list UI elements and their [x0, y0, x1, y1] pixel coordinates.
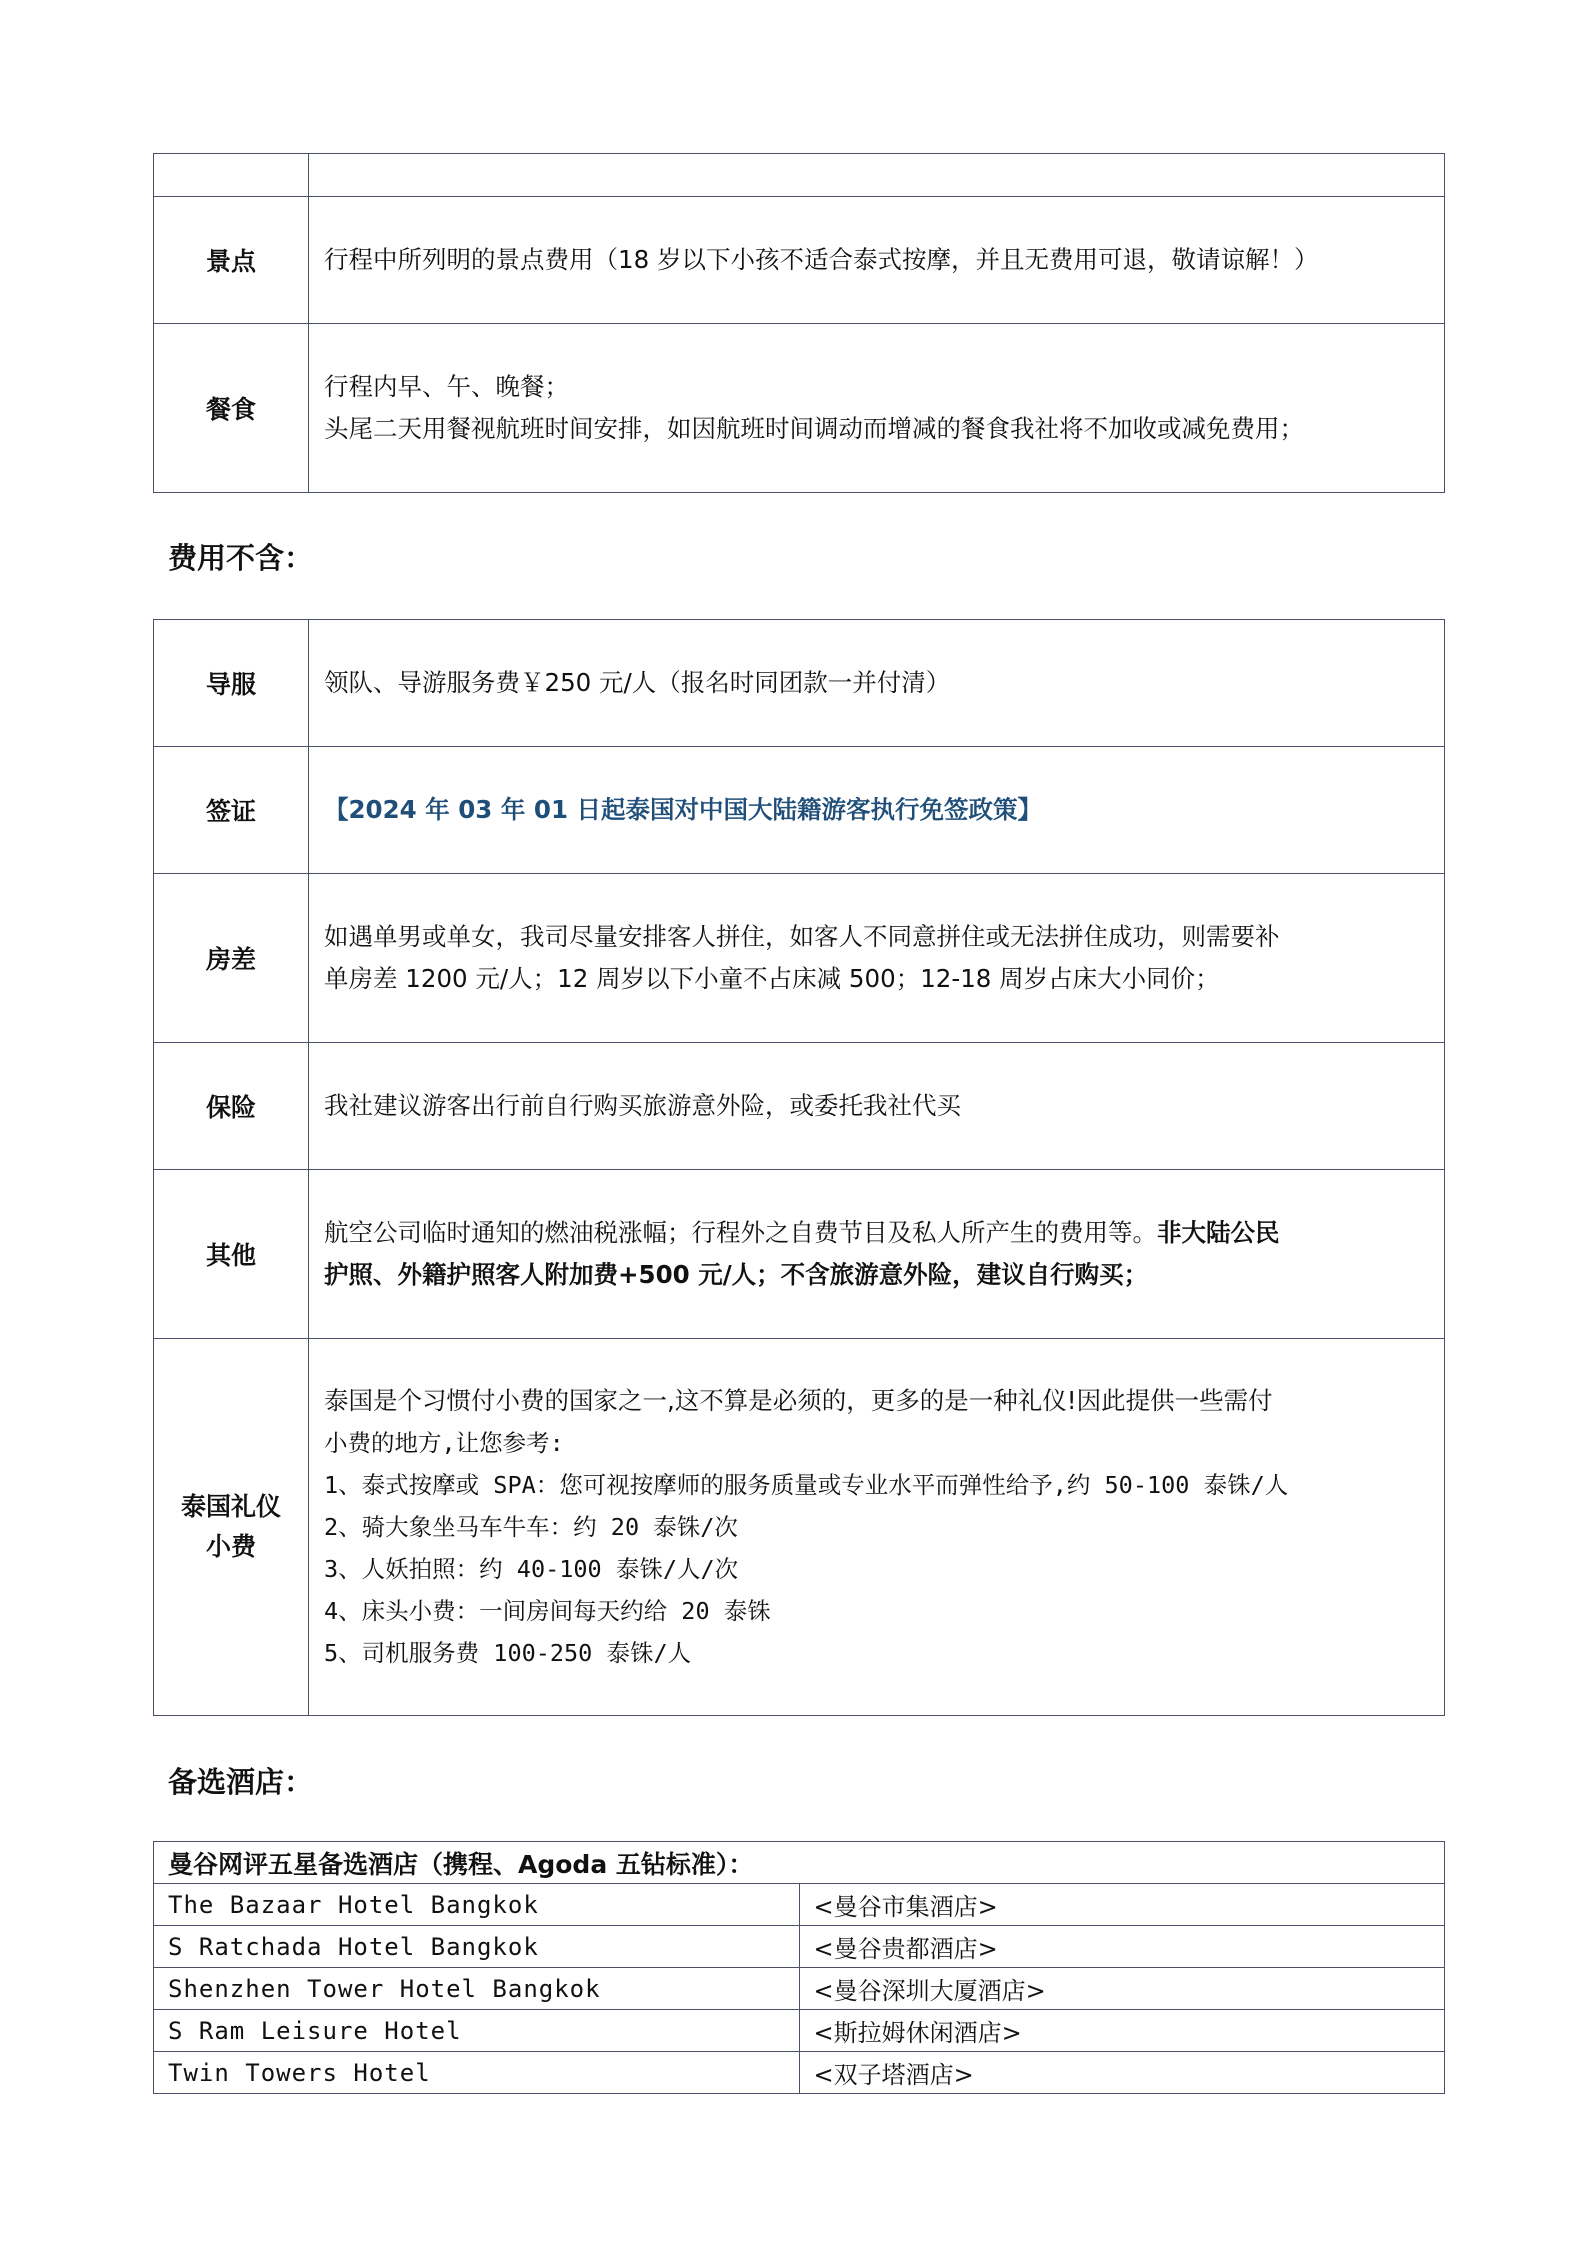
- table-row: [154, 1170, 1445, 1339]
- table-row: [154, 874, 1445, 1043]
- table-row: [154, 620, 1445, 747]
- hotel-name-cn: <曼谷市集酒店>: [799, 1884, 1445, 1926]
- hotel-name-cn: <斯拉姆休闲酒店>: [799, 2010, 1445, 2052]
- hotel-table-header: 曼谷网评五星备选酒店（携程、Agoda 五钻标准）：: [154, 1842, 1445, 1884]
- empty-value-cell: [309, 154, 1445, 197]
- row-value-attractions: 行程中所列明的景点费用（18 岁以下小孩不适合泰式按摩，并且无费用可退，敬请谅解！）: [309, 197, 1445, 324]
- table-row: [154, 1926, 1445, 1968]
- hotel-name-cn: <曼谷贵都酒店>: [799, 1926, 1445, 1968]
- row-value-room-diff: [309, 874, 1445, 1043]
- table-row: [154, 1968, 1445, 2010]
- included-costs-table: [153, 153, 1445, 493]
- row-value-tipping: [309, 1339, 1445, 1716]
- table-row: [154, 197, 1445, 324]
- tipping-line: 5、司机服务费 100-250 泰铢/人: [324, 1639, 692, 1667]
- excluded-costs-table: [153, 619, 1445, 1716]
- row-label-attractions: 景点: [154, 197, 309, 324]
- hotel-name-cn: <双子塔酒店>: [799, 2052, 1445, 2094]
- tipping-label-line1: 泰国礼仪: [180, 1492, 281, 1521]
- hotel-name-en: S Ram Leisure Hotel: [154, 2010, 800, 2052]
- text-line: 单房差 1200 元/人；12 周岁以下小童不占床减 500；12-18 周岁占床大小同价；: [324, 964, 1220, 993]
- hotel-name-en: The Bazaar Hotel Bangkok: [154, 1884, 800, 1926]
- hotel-table: [153, 1841, 1445, 2094]
- table-row: [154, 1842, 1445, 1884]
- text-line: 头尾二天用餐视航班时间安排，如因航班时间调动而增减的餐食我社将不加收或减免费用；: [324, 414, 1304, 443]
- row-label-other: 其他: [154, 1170, 309, 1339]
- empty-key-cell: [154, 154, 309, 197]
- table-row: [154, 154, 1445, 197]
- hotel-name-en: Twin Towers Hotel: [154, 2052, 800, 2094]
- tipping-line: 泰国是个习惯付小费的国家之一,这不算是必须的，更多的是一种礼仪!因此提供一些需付: [324, 1386, 1273, 1415]
- tipping-line: 4、床头小费：一间房间每天约给 20 泰铢: [324, 1597, 771, 1625]
- row-label-visa: 签证: [154, 747, 309, 874]
- row-value-other: [309, 1170, 1445, 1339]
- row-value-meals: [309, 324, 1445, 493]
- hotel-name-en: Shenzhen Tower Hotel Bangkok: [154, 1968, 800, 2010]
- hotel-name-cn: <曼谷深圳大厦酒店>: [799, 1968, 1445, 2010]
- row-value-guide-fee: 领队、导游服务费￥250 元/人（报名时同团款一并付清）: [309, 620, 1445, 747]
- text-line: 行程内早、午、晚餐；: [324, 372, 569, 401]
- tipping-label-line2: 小费: [205, 1532, 256, 1561]
- hotel-section-title: 备选酒店：: [168, 1765, 314, 1799]
- hotel-name-en: S Ratchada Hotel Bangkok: [154, 1926, 800, 1968]
- row-label-guide-fee: 导服: [154, 620, 309, 747]
- table-row: [154, 1043, 1445, 1170]
- other-normal-text: 航空公司临时通知的燃油税涨幅；行程外之自费节目及私人所产生的费用等。: [324, 1218, 1157, 1247]
- excluded-section-title: 费用不含：: [168, 541, 314, 575]
- tipping-line: 小费的地方,让您参考:: [324, 1429, 564, 1457]
- tipping-line: 2、骑大象坐马车牛车：约 20 泰铢/次: [324, 1513, 738, 1541]
- row-value-insurance: 我社建议游客出行前自行购买旅游意外险，或委托我社代买: [309, 1043, 1445, 1170]
- text-line: [324, 1212, 1432, 1254]
- table-row: [154, 747, 1445, 874]
- table-row: [154, 2010, 1445, 2052]
- other-bold-line: 护照、外籍护照客人附加费+500 元/人；不含旅游意外险，建议自行购买；: [324, 1260, 1149, 1289]
- tipping-line: 3、人妖拍照：约 40-100 泰铢/人/次: [324, 1555, 739, 1583]
- table-row: [154, 2052, 1445, 2094]
- table-row: [154, 1339, 1445, 1716]
- row-label-tipping: [154, 1339, 309, 1716]
- text-line: 如遇单男或单女，我司尽量安排客人拼住，如客人不同意拼住或无法拼住成功，则需要补: [324, 922, 1280, 951]
- table-row: [154, 324, 1445, 493]
- row-value-visa: 【2024 年 03 年 01 日起泰国对中国大陆籍游客执行免签政策】: [309, 747, 1445, 874]
- row-label-insurance: 保险: [154, 1043, 309, 1170]
- other-bold-text: 非大陆公民: [1157, 1218, 1280, 1247]
- row-label-room-diff: 房差: [154, 874, 309, 1043]
- table-row: [154, 1884, 1445, 1926]
- tipping-line: 1、泰式按摩或 SPA：您可视按摩师的服务质量或专业水平而弹性给予,约 50-100 泰铢/人: [324, 1471, 1289, 1499]
- row-label-meals: 餐食: [154, 324, 309, 493]
